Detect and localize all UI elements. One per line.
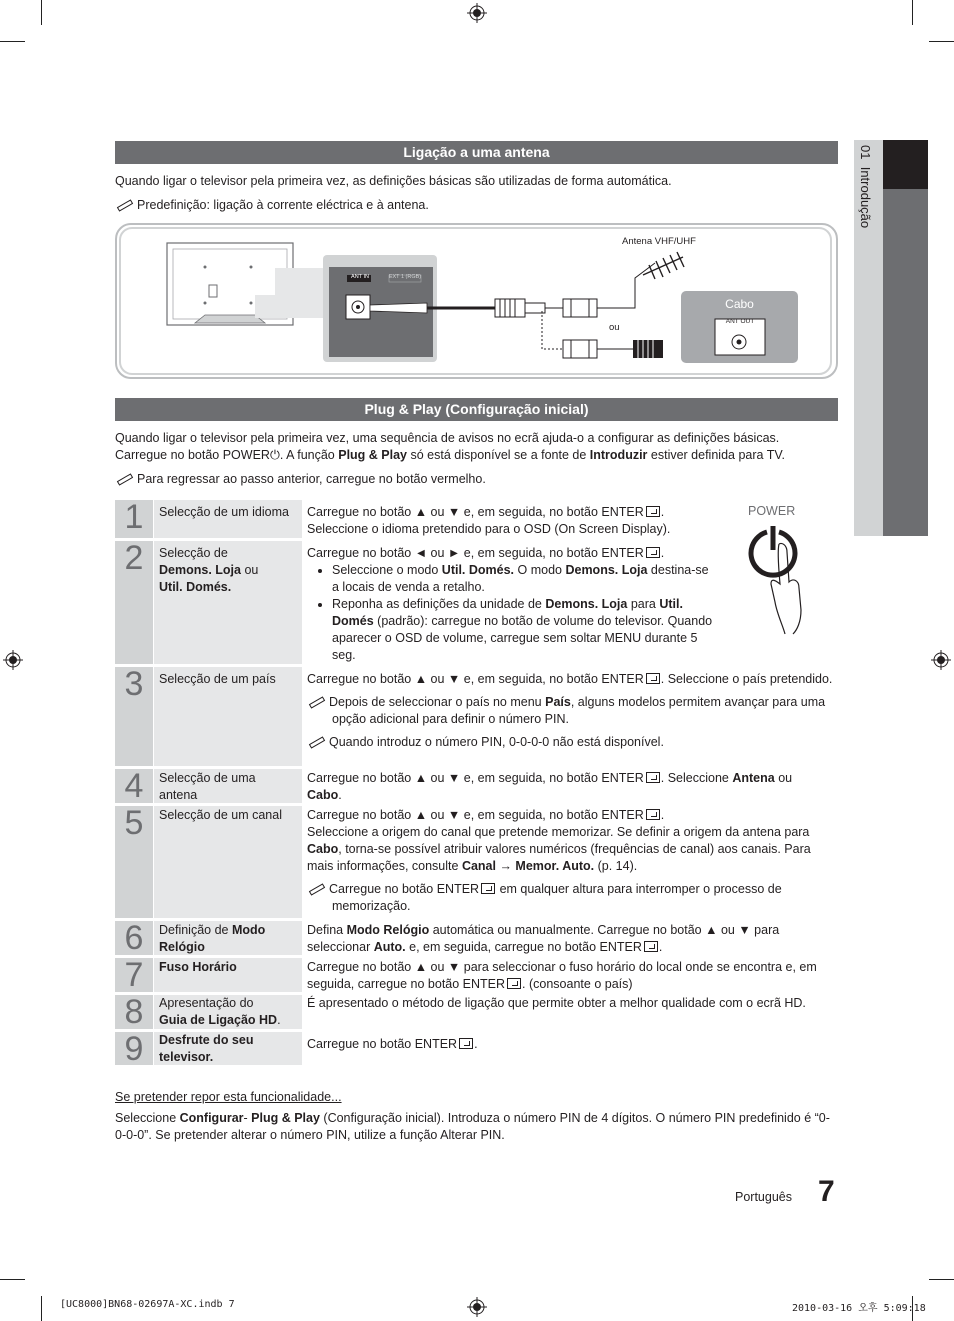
note-icon [115,471,131,483]
step-number: 5 [124,804,144,842]
ext-rgb-label: EXT 1 (RGB) [388,274,422,280]
power-label: POWER [748,504,796,518]
registration-mark-icon [467,3,487,23]
step-label: Selecção de um país [154,667,302,766]
reset-heading: Se pretender repor esta funcionalidade... [115,1090,342,1104]
registration-mark-icon [931,650,951,670]
step-number: 8 [124,993,144,1031]
step-number: 1 [124,498,144,536]
step-label: Selecção de um idioma [154,500,302,538]
step-number: 9 [124,1030,144,1068]
connection-diagram [115,223,838,379]
step-row [115,500,838,538]
note-icon [307,694,323,706]
page-number: 7 [818,1175,835,1208]
crop-mark [0,41,25,42]
step-number: 2 [124,539,144,577]
section-title-antenna: Ligação a uma antena [115,141,838,164]
step-label: Desfrute do seu televisor. [154,1032,302,1065]
enter-icon [459,1038,473,1049]
step-row [115,921,838,955]
step-number: 6 [124,919,144,957]
section-title-plug-play: Plug & Play (Configuração inicial) [115,398,838,421]
antenna-note: Predefinição: ligação à corrente eléctrica e à antena. [115,197,429,214]
plug-play-note: Para regressar ao passo anterior, carregue no botão vermelho. [115,471,486,488]
step-description: Carregue no botão ◄ ou ► e, em seguida, no botão ENTER . • Seleccione o modo Util. Domés. O modo Demons. Loja destina-se a locais de venda a retalho. • Reponha as definições da unidade de Demons. Loja para Util. Domés (padrão): carregue no botão de volume do televisor. Quando aparecer o OSD de volume, carregue sem soltar MENU durante 5 seg. [307,541,717,664]
print-timestamp: 2010-03-16 오후 5:09:18 [792,1303,926,1314]
step-row [115,541,838,664]
step-label: Apresentação do Guia de Ligação HD. [154,995,302,1029]
ant-out-label: ANT OUT [725,318,755,325]
crop-mark [41,0,42,25]
step-description: Carregue no botão ENTER . [307,1037,478,1051]
step-row [115,1030,838,1068]
crop-mark [41,1296,42,1321]
step-label: Selecção de um canal [154,806,302,918]
note-icon [307,734,323,746]
step-description: É apresentado o método de ligação que permite obter a melhor qualidade com o ecrã HD. [307,996,806,1010]
step-description: Carregue no botão ▲ ou ▼ e, em seguida, no botão ENTER . Seleccione o idioma pretendido para o OSD (On Screen Display). [307,505,671,536]
step-description: Carregue no botão ▲ ou ▼ para seleccionar o fuso horário do local onde se encontra e, em seguida, carregue no botão ENTER . (consoante o país) [307,960,817,991]
crop-mark [0,1279,25,1280]
list-item: • Reponha as definições da unidade de Demons. Loja para Util. Domés (padrão): carregue no botão de volume do televisor. Quando aparecer o OSD de volume, carregue sem soltar MENU durante 5 seg. [332,596,717,664]
chapter-tab-marker [883,140,928,189]
file-info: [UC8000]BN68-02697A-XC.indb 7 [60,1299,235,1310]
enter-icon [646,809,660,820]
step-number: 3 [124,665,144,703]
antenna-intro: Quando ligar o televisor pela primeira vez, as definições básicas são utilizadas de forma automática. [115,174,672,188]
enter-icon [644,941,658,952]
enter-icon [646,506,660,517]
chapter-label: 01 Introdução [858,145,873,229]
crop-mark [929,41,954,42]
cable-label: Cabo [725,297,754,311]
enter-icon [507,978,521,989]
footer-language: Português [735,1190,792,1204]
step-description: Carregue no botão ▲ ou ▼ e, em seguida, no botão ENTER . Seleccione a origem do canal que pretende memorizar. Se definir a origem da antena para Cabo, torna-se possível atribuir valores numéricos (frequências de canal) aos canais. Para mais informações, consulte Canal → Memor. Auto. (p. 14). Carregue no botão ENTER em qualquer altura para interromper o processo de memorização. [307,808,811,913]
step-row [115,958,838,992]
ant-in-label: ANT IN [351,274,369,280]
registration-mark-icon [467,1297,487,1317]
enter-icon [646,547,660,558]
step-number: 4 [124,767,144,805]
step-label: Selecção de uma antena [154,769,302,803]
step-label: Fuso Horário [154,958,302,992]
crop-mark [929,1279,954,1280]
enter-icon [481,883,495,894]
enter-icon [646,772,660,783]
or-label: ou [609,322,620,333]
list-item: • Seleccione o modo Util. Domés. O modo Demons. Loja destina-se a locais de venda a retalho. [332,562,717,596]
reset-text: Seleccione Configurar- Plug & Play (Configuração inicial). Introduza o número PIN de 4 dígitos. O número PIN predefinido é “0-0-0-0”. Se pretender alterar o número PIN, utilize a função Alterar PIN. [115,1111,830,1142]
note-icon [115,197,131,209]
step-label: Definição de Modo Relógio [154,921,302,955]
step-row [115,806,838,918]
plug-play-intro: Quando ligar o televisor pela primeira vez, uma sequência de avisos no ecrã ajuda-o a configurar as definições básicas. Carregue no botão POWER⏻. A função Plug & Play só está disponível se a fonte de Introduzir estiver definida para TV. [115,431,786,462]
step-number: 7 [124,956,144,994]
note-icon [307,881,323,893]
step-label: Selecção de Demons. Loja ou Util. Domés. [154,541,302,664]
registration-mark-icon [3,650,23,670]
antenna-label: Antena VHF/UHF [622,236,696,247]
enter-icon [646,673,660,684]
crop-mark [912,0,913,25]
power-icon: ⏻ [269,448,280,462]
step-row [115,995,838,1029]
step-row [115,667,838,766]
step-description: Defina Modo Relógio automática ou manualmente. Carregue no botão ▲ ou ▼ para seleccionar Auto. e, em seguida, carregue no botão ENTER . [307,923,780,954]
step-row [115,769,838,803]
step-description: Carregue no botão ▲ ou ▼ e, em seguida, no botão ENTER . Seleccione Antena ou Cabo. [307,771,793,802]
step-description: Carregue no botão ▲ ou ▼ e, em seguida, no botão ENTER . Seleccione o país pretendido. Depois de seleccionar o país no menu País, alguns modelos permitem avançar para uma opção adicional para definir o número PIN. Quando introduz o número PIN, 0-0-0-0 não está disponível. [307,672,833,749]
